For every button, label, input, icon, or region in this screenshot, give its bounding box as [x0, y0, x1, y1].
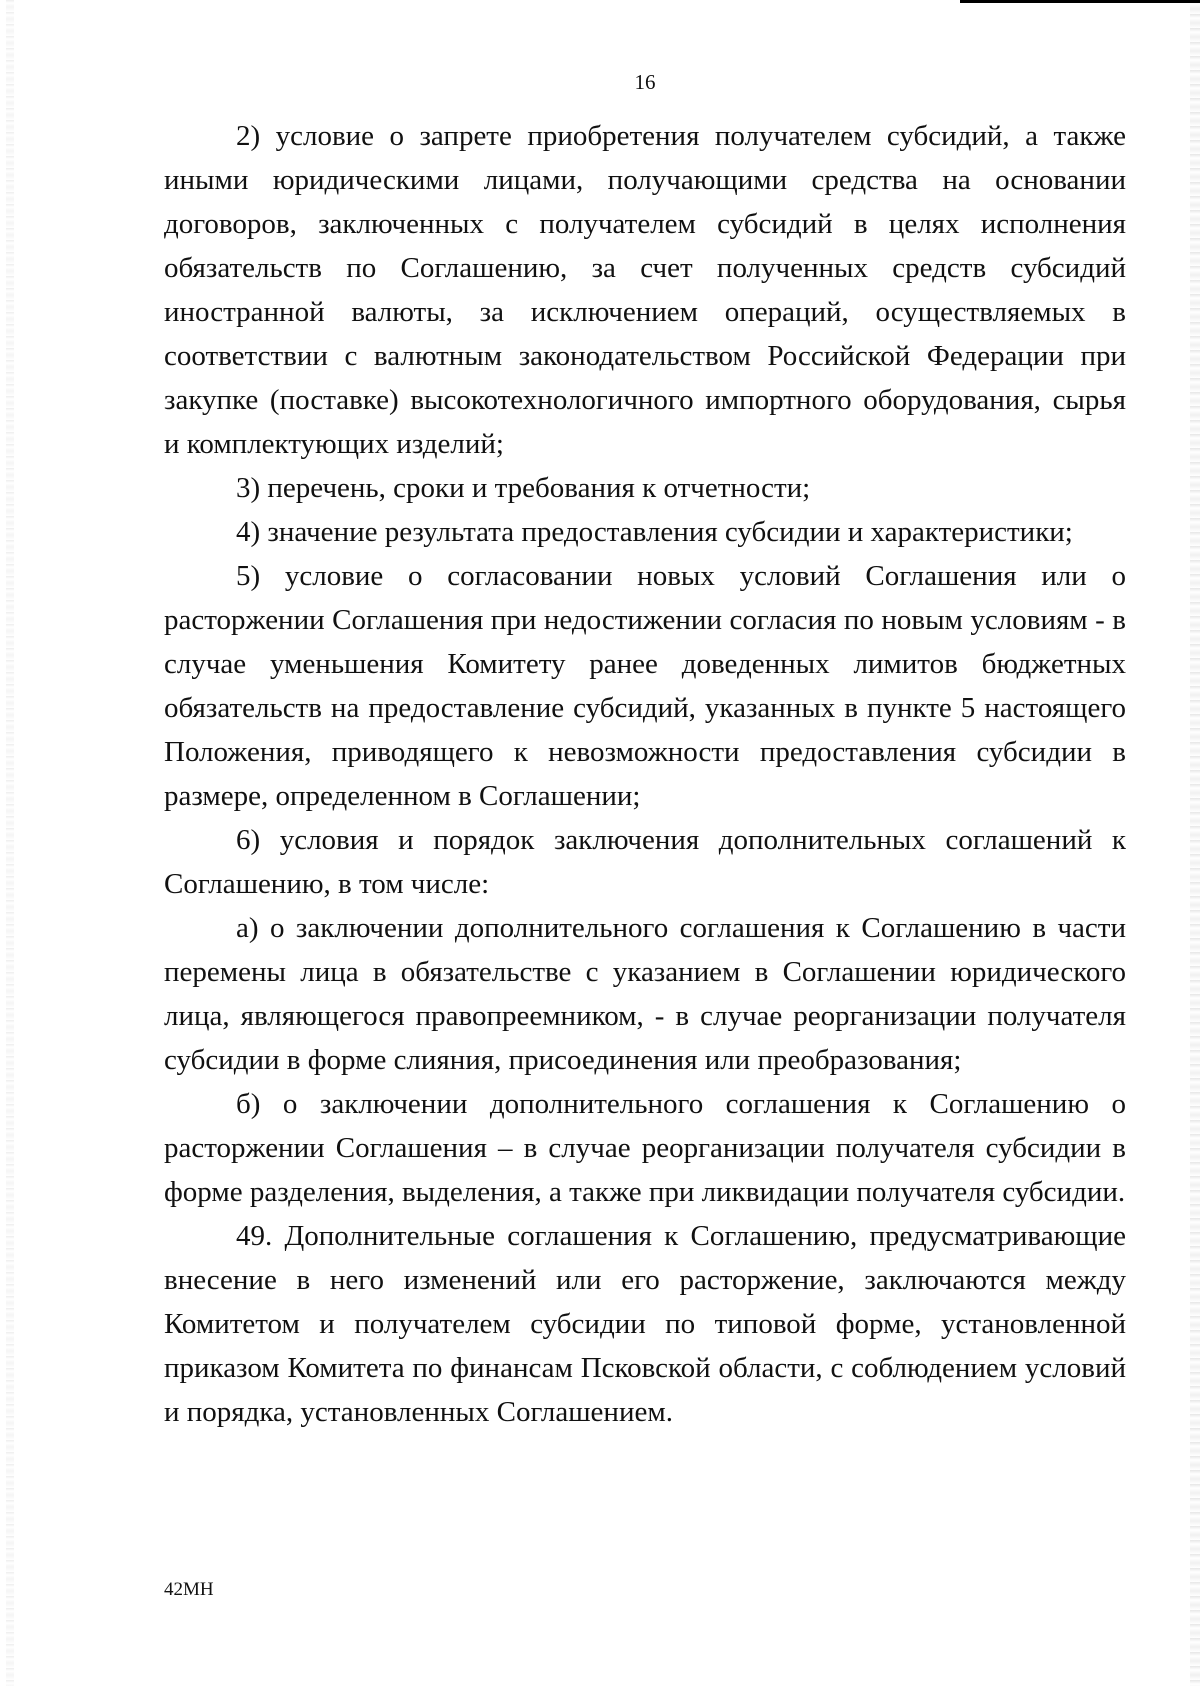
page-number: 16: [634, 70, 656, 94]
document-body: [164, 114, 1126, 1434]
paragraph-item-3: 3) перечень, сроки и требования к отчетности;: [236, 472, 811, 504]
footer-document-code: 42МН: [164, 1579, 214, 1600]
paragraph-subitem-a: а) о заключении дополнительного соглашения к Соглашению в части перемены лица в обязательстве с указанием в Соглашении юридического лица, являющегося правопреемником, - в случае реорганизации получателя субсидии в форме слияния, присоединения или преобразования;: [164, 912, 1126, 1076]
paragraph-item-5: 5) условие о согласовании новых условий Соглашения или о расторжении Соглашения при недостижении согласия по новым условиям - в случае уменьшения Комитету ранее доведенных лимитов бюджетных обязательств на предоставление субсидий, указанных в пункте 5 настоящего Положения, приводящего к невозможности предоставления субсидии в размере, определенном в Соглашении;: [164, 560, 1126, 812]
paragraph-item-4: 4) значение результата предоставления субсидии и характеристики;: [236, 516, 1073, 548]
paragraph-item-2: 2) условие о запрете приобретения получателем субсидий, а также иными юридическими лицами, получающими средства на основании договоров, заключенных с получателем субсидий в целях исполнения обязательств по Соглашению, за счет полученных средств субсидий иностранной валюты, за исключением операций, осуществляемых в соответствии с валютным законодательством Российской Федерации при закупке (поставке) высокотехнологичного импортного оборудования, сырья и комплектующих изделий;: [164, 120, 1126, 460]
paragraph-clause-49: 49. Дополнительные соглашения к Соглашению, предусматривающие внесение в него изменений или его расторжение, заключаются между Комитетом и получателем субсидии по типовой форме, установленной приказом Комитета по финансам Псковской области, с соблюдением условий и порядка, установленных Соглашением.: [164, 1220, 1126, 1428]
scan-edge-left: [6, 0, 14, 1686]
scan-edge-right: [1190, 0, 1200, 1686]
paragraph-subitem-b: б) о заключении дополнительного соглашения к Соглашению о расторжении Соглашения – в случае реорганизации получателя субсидии в форме разделения, выделения, а также при ликвидации получателя субсидии.: [164, 1088, 1126, 1208]
top-rule-line: [960, 0, 1200, 3]
paragraph-item-6: 6) условия и порядок заключения дополнительных соглашений к Соглашению, в том числе:: [164, 824, 1126, 900]
